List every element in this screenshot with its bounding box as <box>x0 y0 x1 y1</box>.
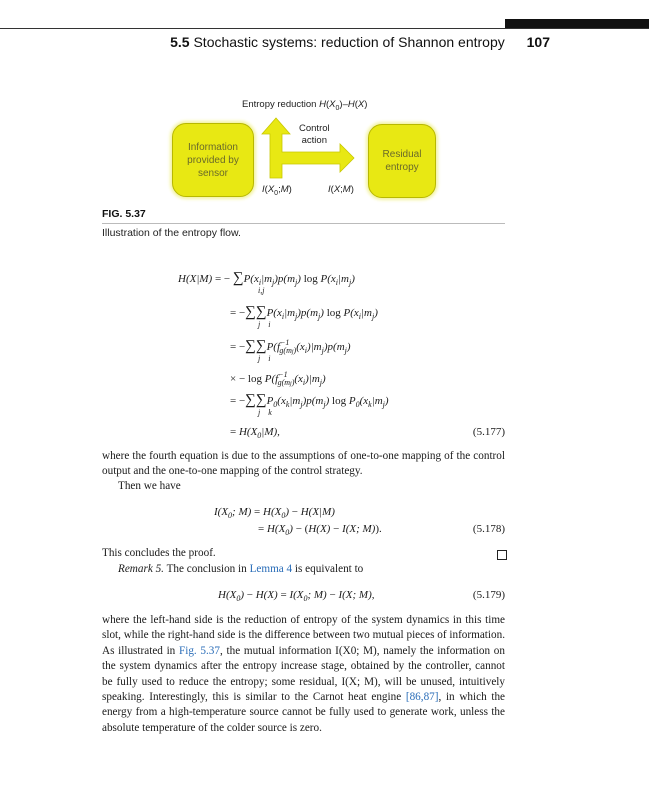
paragraph-3: This concludes the proof. <box>102 547 216 559</box>
figure-label: FIG. 5.37 <box>102 208 146 220</box>
residual-entropy-box <box>368 124 436 198</box>
mi-x-m-label: I(X;M) <box>328 184 354 195</box>
eq179-line: $H(X_0) - H(X) = I(X_0$; M) − I(X; M), <box>218 589 375 603</box>
remark-text-a: The conclusion in <box>166 563 247 575</box>
paragraph-1: where the fourth equation is due to the assumptions of one-to-one mapping of the control output and the one-to-one mapping of the control strategy. <box>102 450 505 478</box>
figure-rule <box>102 223 505 224</box>
eq-number-5-178: (5.178) <box>472 523 505 535</box>
para4-c: , in which the energy from a high-temperature source cannot be fully used to generate work, unless the absolute temperature of the colder source is zero. <box>102 691 505 734</box>
para4-a: where the left-hand side is the reduction of entropy of the system dynamics in this time slot, while the right-hand side is the difference between two mutual pieces of information. As illustrated in <box>102 614 505 657</box>
box-right-line2: entropy <box>385 162 419 173</box>
eq-line-3-sub: j i <box>258 354 271 363</box>
box-left-line3: sensor <box>197 167 228 179</box>
eq-line-1: H(X|M) = − $\sum P(x_i|m_j)p(m_j)$ $\log P(x_i|m_j)$ <box>178 270 355 287</box>
box-right-line1: Residual <box>382 149 422 160</box>
figure-caption: Illustration of the entropy flow. <box>102 227 241 239</box>
information-sensor-box <box>172 123 254 197</box>
page-number: 107 <box>526 34 550 50</box>
lemma-4-link[interactable]: Lemma 4 <box>249 563 293 575</box>
eq-line-5: = $-\sum\sum P_0(x_k|m_j)p(m_j)$ $\log P_0(x_k|m_j)$ <box>230 392 389 409</box>
paragraph-4 <box>102 613 505 736</box>
paragraph-2: Then we have <box>118 480 181 492</box>
eq-line-4: × − $\log P(f^{-1}_{g(mj)}(x_i)|m_j)$ <box>230 370 326 387</box>
eq178-line-1: $I(X_0$; $M) = H(X_0) - H(X|M)$ <box>214 506 335 520</box>
box-left-line1: Information <box>187 141 238 153</box>
eq-line-1-sub: i,j <box>258 286 265 295</box>
eq-line-5-sub: j k <box>258 408 272 417</box>
control-label-1: Control <box>299 123 330 134</box>
running-header <box>0 34 550 50</box>
eq-line-2-sub: j i <box>258 320 271 329</box>
mi-x0-m-label: $I(X_0;M)$ <box>262 184 292 197</box>
fig-5-37-link[interactable]: Fig. 5.37 <box>178 644 220 657</box>
section-number: 5.5 <box>170 34 190 50</box>
para4-b: , the mutual information I(X0; M), namely the information on the system dynamics after the entropy increase stage, obtained by the controller, cannot be fully used to reduce the entropy; some residual, I(X; M), will be unused, intuitively speaking. Interestingly, this is similar to the Carnot heat engine <box>102 644 505 704</box>
eq-number-5-179: (5.179) <box>472 589 505 601</box>
eq-line-6: = $H(X_0|M)$, <box>230 426 280 440</box>
section-title: Stochastic systems: reduction of Shannon entropy <box>193 34 505 50</box>
remark-paragraph <box>102 562 505 577</box>
control-action-label <box>299 123 330 147</box>
eq178-line-2: = $H(X_0) - (H(X) - I(X$; M)). <box>258 523 382 537</box>
eq-number-5-177: (5.177) <box>472 426 505 438</box>
eq-line-2: = $-\sum\sum P(x_i|m_j)p(m_j)$ $\log P(x_i|m_j)$ <box>230 304 378 321</box>
eq-line-3: = $-\sum\sum P(f^{-1}_{g(mj)}(x_i)|m_j)p(m_j)$ <box>230 338 351 355</box>
citation-86-87-link[interactable]: [86,87] <box>405 691 439 704</box>
box-left-line2: provided by <box>187 154 239 166</box>
entropy-reduction-label: Entropy reduction $H(X_0)-H(X)$ <box>242 99 368 112</box>
control-label-2: action <box>301 135 327 146</box>
remark-label: Remark 5. <box>118 563 164 575</box>
qed-box <box>497 550 507 560</box>
remark-text-b: is equivalent to <box>294 563 364 575</box>
header-rule <box>0 28 649 29</box>
